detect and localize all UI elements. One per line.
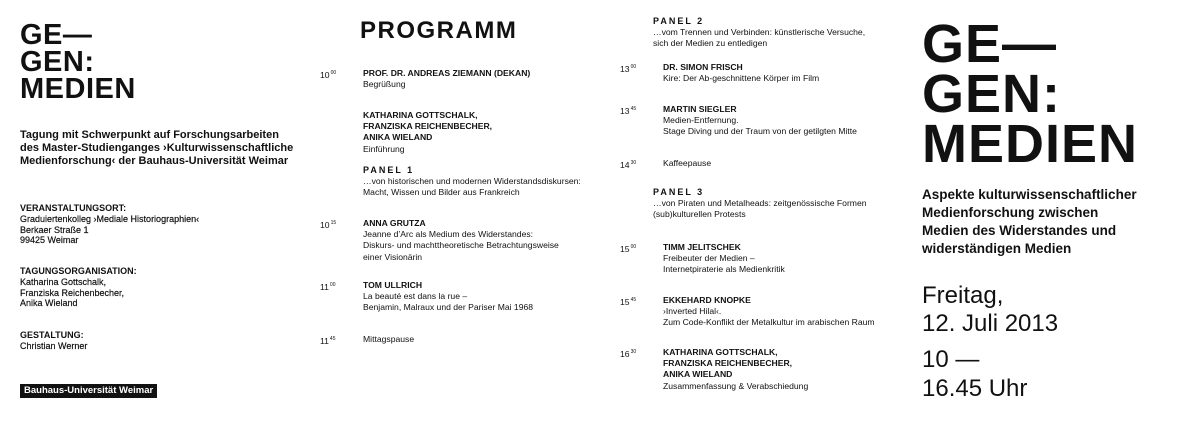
- design-label: GESTALTUNG:: [20, 330, 84, 340]
- time-hour: 15: [620, 244, 630, 254]
- speaker-name: KATHARINA GOTTSCHALK,: [363, 110, 478, 120]
- organisation-line: Franziska Reichenbecher,: [20, 287, 125, 298]
- speaker-name: KATHARINA GOTTSCHALK,: [663, 347, 778, 357]
- panel-subtitle: …von historischen und modernen Widerstandsdiskursen:: [363, 176, 581, 187]
- entry-time: [620, 295, 654, 308]
- hours-line: 10 —: [922, 346, 980, 373]
- intro-text: [20, 129, 300, 168]
- logo-line: MEDIEN: [20, 73, 136, 105]
- organisation-block: [20, 266, 300, 309]
- event-hours: [922, 345, 1027, 403]
- time-hour: 10: [320, 70, 330, 80]
- logo-large: [922, 14, 1139, 174]
- logo-small: [20, 19, 136, 105]
- entry-time: [620, 158, 654, 171]
- entry-body: [363, 68, 613, 90]
- panel-subtitle: sich der Medien zu entledigen: [653, 38, 768, 49]
- speaker-name: ANNA GRUTZA: [363, 218, 426, 228]
- entry-body: [363, 110, 613, 155]
- organisation-line: Anika Wieland: [20, 298, 78, 309]
- venue-line: Berkaer Straße 1: [20, 224, 89, 235]
- design-block: [20, 330, 300, 352]
- time-minute: 00: [330, 70, 337, 76]
- time-minute: 00: [329, 282, 336, 288]
- speaker-name: PROF. DR. ANDREAS ZIEMANN (DEKAN): [363, 68, 531, 78]
- entry-body: [663, 104, 913, 138]
- entry-body: [663, 295, 913, 329]
- entry-time: [320, 280, 354, 293]
- panel-heading: [653, 16, 903, 50]
- speaker-name: TIMM JELITSCHEK: [663, 242, 741, 252]
- entry-time: [620, 104, 654, 117]
- time-minute: 45: [630, 297, 637, 303]
- talk-title: Kire: Der Ab-geschnittene Körper im Film: [663, 73, 820, 84]
- organisation-label: TAGUNGSORGANISATION:: [20, 266, 137, 276]
- talk-title: Benjamin, Malraux und der Pariser Mai 1968: [363, 302, 534, 313]
- date-line: Freitag,: [922, 282, 1004, 309]
- speaker-name: ANIKA WIELAND: [663, 369, 733, 380]
- panel-label: PANEL 2: [653, 16, 705, 26]
- time-hour: 11: [320, 336, 329, 346]
- talk-title: Internetpiraterie als Medienkritik: [663, 264, 785, 275]
- design-line: Christian Werner: [20, 340, 88, 351]
- speaker-name: EKKEHARD KNOPKE: [663, 295, 751, 305]
- talk-title: Medien-Entfernung.: [663, 115, 739, 126]
- panel-subtitle: Macht, Wissen und Bilder aus Frankreich: [363, 187, 520, 198]
- logo-line: MEDIEN: [922, 114, 1139, 174]
- intro-line: Medienforschung‹ der Bauhaus-Universität Weimar: [20, 155, 289, 167]
- speaker-name: FRANZISKA REICHENBECHER,: [363, 121, 493, 132]
- logo-line: GEN:: [20, 46, 95, 78]
- time-minute: 30: [630, 160, 637, 166]
- time-hour: 10: [320, 220, 330, 230]
- entry-body: [663, 242, 913, 276]
- intro-line: des Master-Studienganges ›Kulturwissenschaftliche: [20, 142, 294, 154]
- entry-body: [663, 347, 913, 392]
- time-hour: 13: [620, 64, 630, 74]
- entry-time: [320, 110, 354, 123]
- time-minute: 30: [630, 349, 637, 355]
- entry-body: [363, 218, 613, 263]
- entry-time: [320, 334, 354, 347]
- venue-line: Graduiertenkolleg ›Mediale Historiographien‹: [20, 213, 200, 224]
- entry-time: [320, 218, 354, 231]
- panel-heading: [653, 187, 903, 221]
- time-minute: 45: [630, 106, 637, 112]
- speaker-name: DR. SIMON FRISCH: [663, 62, 743, 72]
- time-minute: 00: [630, 64, 637, 70]
- entry-time: [620, 347, 654, 360]
- speaker-name: MARTIN SIEGLER: [663, 104, 737, 114]
- talk-title: Stage Diving und der Traum von der getilgten Mitte: [663, 126, 857, 137]
- entry-time: [620, 242, 654, 255]
- subtitle-line: Medien des Widerstandes und: [922, 223, 1117, 238]
- panel-subtitle: (sub)kulturellen Protests: [653, 209, 746, 220]
- subtitle-line: widerständigen Medien: [922, 241, 1072, 256]
- talk-title: ›Inverted Hilal‹.: [663, 306, 722, 317]
- time-hour: 13: [620, 106, 630, 116]
- subtitle: [922, 186, 1192, 258]
- subtitle-line: Medienforschung zwischen: [922, 205, 1099, 220]
- talk-title: Diskurs- und machttheoretische Betrachtungsweise: [363, 240, 559, 251]
- talk-title: La beauté est dans la rue –: [363, 291, 468, 302]
- entry-body: [363, 280, 613, 314]
- panel-label: PANEL 3: [653, 187, 705, 197]
- time-hour: 16: [620, 349, 630, 359]
- time-minute: 00: [630, 244, 637, 250]
- organisation-line: Katharina Gottschalk,: [20, 276, 107, 287]
- date-line: 12. Juli 2013: [922, 310, 1059, 337]
- time-hour: 15: [620, 297, 630, 307]
- venue-line: 99425 Weimar: [20, 235, 79, 246]
- panel-heading: [363, 165, 613, 199]
- talk-title: Kaffeepause: [663, 158, 712, 168]
- time-minute: 45: [329, 336, 336, 342]
- talk-title: Zusammenfassung & Verabschiedung: [663, 380, 809, 391]
- logo-line: GE—: [922, 14, 1058, 74]
- time-minute: 15: [330, 220, 337, 226]
- venue-label: VERANSTALTUNGSORT:: [20, 203, 127, 213]
- panel-subtitle: …von Piraten und Metalheads: zeitgenössische Formen: [653, 198, 867, 209]
- logo-line: GEN:: [922, 64, 1061, 124]
- program-title: PROGRAMM: [360, 17, 518, 44]
- time-hour: 14: [620, 160, 630, 170]
- time-hour: 11: [320, 282, 329, 292]
- talk-title: Begrüßung: [363, 79, 406, 90]
- talk-title: Mittagspause: [363, 334, 415, 344]
- event-date: [922, 282, 1058, 338]
- entry-body: [363, 334, 613, 345]
- hours-line: 16.45 Uhr: [922, 375, 1028, 402]
- talk-title: Einführung: [363, 143, 405, 154]
- venue-block: [20, 203, 300, 246]
- speaker-name: FRANZISKA REICHENBECHER,: [663, 358, 793, 369]
- university-badge: Bauhaus-Universität Weimar: [20, 384, 157, 398]
- entry-body: [663, 158, 913, 169]
- talk-title: einer Visionärin: [363, 251, 423, 262]
- talk-title: Freibeuter der Medien –: [663, 253, 755, 264]
- subtitle-line: Aspekte kulturwissenschaftlicher: [922, 187, 1137, 202]
- speaker-name: TOM ULLRICH: [363, 280, 423, 290]
- panel-subtitle: …vom Trennen und Verbinden: künstlerische Versuche,: [653, 27, 866, 38]
- talk-title: Jeanne d’Arc als Medium des Widerstandes:: [363, 229, 534, 240]
- talk-title: Zum Code-Konflikt der Metalkultur im arabischen Raum: [663, 317, 875, 328]
- entry-body: [663, 62, 913, 84]
- entry-time: [320, 68, 354, 81]
- entry-time: [620, 62, 654, 75]
- intro-line: Tagung mit Schwerpunkt auf Forschungsarbeiten: [20, 129, 279, 141]
- speaker-name: ANIKA WIELAND: [363, 132, 433, 143]
- logo-line: GE—: [20, 19, 93, 51]
- panel-label: PANEL 1: [363, 165, 415, 175]
